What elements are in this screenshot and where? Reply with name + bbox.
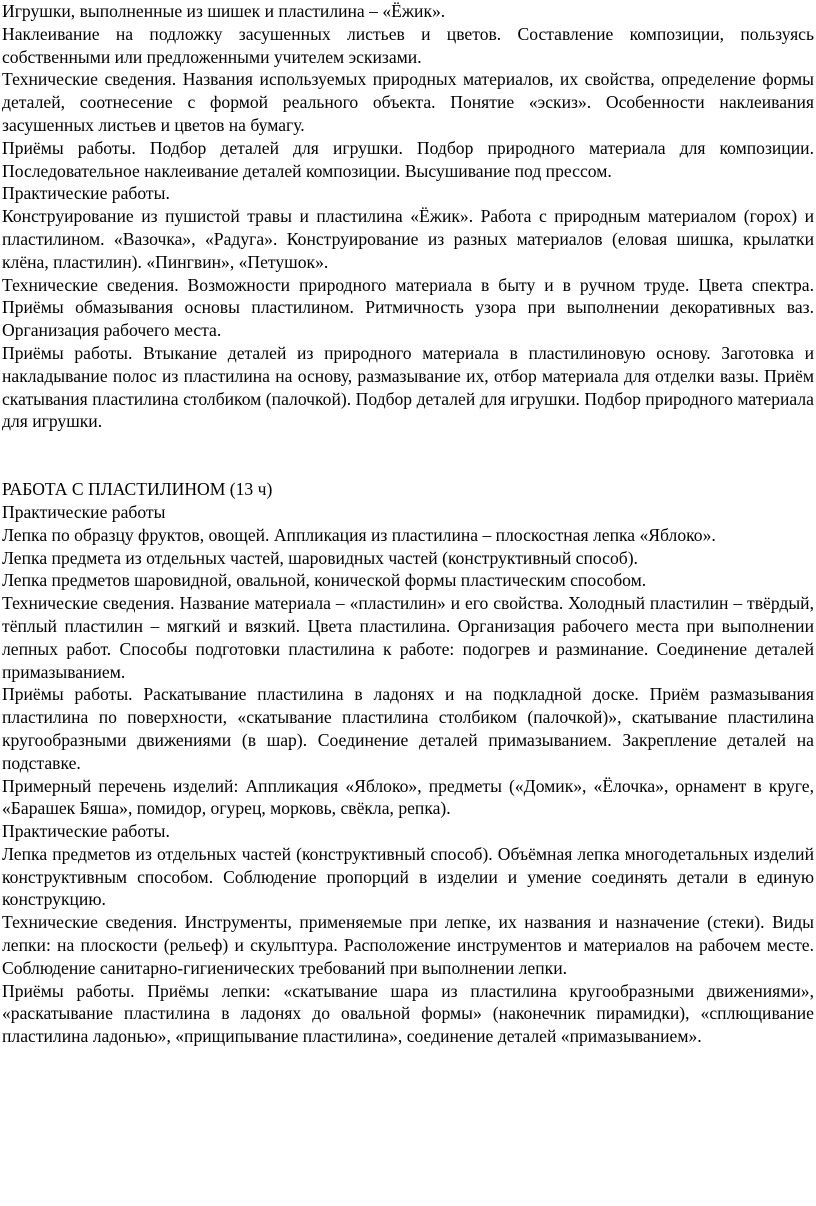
paragraph: Лепка предметов шаровидной, овальной, конической формы пластическим способом. [2, 570, 647, 591]
paragraph: Технические сведения. Инструменты, применяемые при лепке, их названия и назначение (стеки). Виды лепки: на плоскости (рельеф) и скульптура. Расположение инструментов и материалов на рабочем месте. Соблюдение санитарно-гигиенических требований при выполнении лепки. [2, 912, 814, 978]
paragraph: Приёмы работы. Приёмы лепки: «скатывание шара из пластилина кругообразными движениями», «раскатывание пластилина в ладонях до овальной формы» (наконечник пирамидки), «сплющивание пластилина ладонью», «прищипывание пластилина», соединение деталей «примазыванием». [2, 980, 814, 1047]
paragraph: Приёмы работы. Раскатывание пластилина в ладонях и на подкладной доске. Приём размазывания пластилина по поверхности, «скатывание пластилина столбиком (палочкой)», скатывание пластилина кругообразными движениями (в шар). Соединение деталей примазыванием. Закрепление деталей на подставке. [2, 684, 814, 773]
paragraph: Технические сведения. Названия используемых природных материалов, их свойства, определение формы деталей, соотнесение с формой реального объекта. Понятие «эскиз». Особенности наклеивания засушенных листьев и цветов на бумагу. [2, 69, 814, 135]
paragraph: Конструирование из пушистой травы и пластилина «Ёжик». Работа с природным материалом (горох) и пластилином. «Вазочка», «Радуга». Конструирование из разных материалов (еловая шишка, крылатки клёна, пластилин). «Пингвин», «Петушок». [2, 206, 814, 272]
section-plasticine [2, 478, 814, 1048]
paragraph: Технические сведения. Возможности природного материала в быту и в ручном труде. Цвета спектра. Приёмы обмазывания основы пластилином. Ритмичность узора при выполнении декоративных ваз. Организация рабочего места. [2, 274, 814, 341]
section-natural-materials [2, 0, 814, 433]
paragraph: Технические сведения. Название материала – «пластилин» и его свойства. Холодный пластилин – твёрдый, тёплый пластилин – мягкий и вязкий. Цвета пластилина. Организация рабочего места при выполнении лепных работ. Способы подготовки пластилина к работе: подогрев и разминание. Соединение деталей примазыванием. [2, 593, 814, 682]
paragraph: Наклеивание на подложку засушенных листьев и цветов. Составление композиции, пользуясь собственными или предложенными учителем эскизами. [2, 23, 814, 67]
paragraph: Практические работы. [2, 821, 170, 842]
paragraph: Игрушки, выполненные из шишек и пластилина – «Ёжик». [2, 1, 446, 21]
paragraph: Практические работы. [2, 183, 170, 204]
paragraph: Приёмы работы. Подбор деталей для игрушки. Подбор природного материала для композиции. Последовательное наклеивание деталей композиции. Высушивание под прессом. [2, 137, 814, 181]
blank-space [2, 433, 814, 478]
paragraph: Лепка предметов из отдельных частей (конструктивный способ). Объёмная лепка многодетальных изделий конструктивным способом. Соблюдение пропорций в изделии и умение соединять детали в единую конструкцию. [2, 843, 814, 910]
paragraph: Лепка по образцу фруктов, овощей. Аппликация из пластилина – плоскостная лепка «Яблоко». [2, 524, 716, 545]
section-heading: РАБОТА С ПЛАСТИЛИНОМ (13 ч) [2, 479, 273, 500]
paragraph: Примерный перечень изделий: Аппликация «Яблоко», предметы («Домик», «Ёлочка», орнамент в круге, «Барашек Бяша», помидор, огурец, морковь, свёкла, репка). [2, 775, 814, 819]
paragraph: Практические работы [2, 501, 166, 522]
paragraph: Приёмы работы. Втыкание деталей из природного материала в пластилиновую основу. Заготовка и накладывание полос из пластилина на основу, размазывание их, отбор материала для отделки вазы. Приём скатывания пластилина столбиком (палочкой). Подбор деталей для игрушки. Подбор природного материала для игрушки. [2, 342, 814, 432]
paragraph: Лепка предмета из отдельных частей, шаровидных частей (конструктивный способ). [2, 547, 638, 568]
